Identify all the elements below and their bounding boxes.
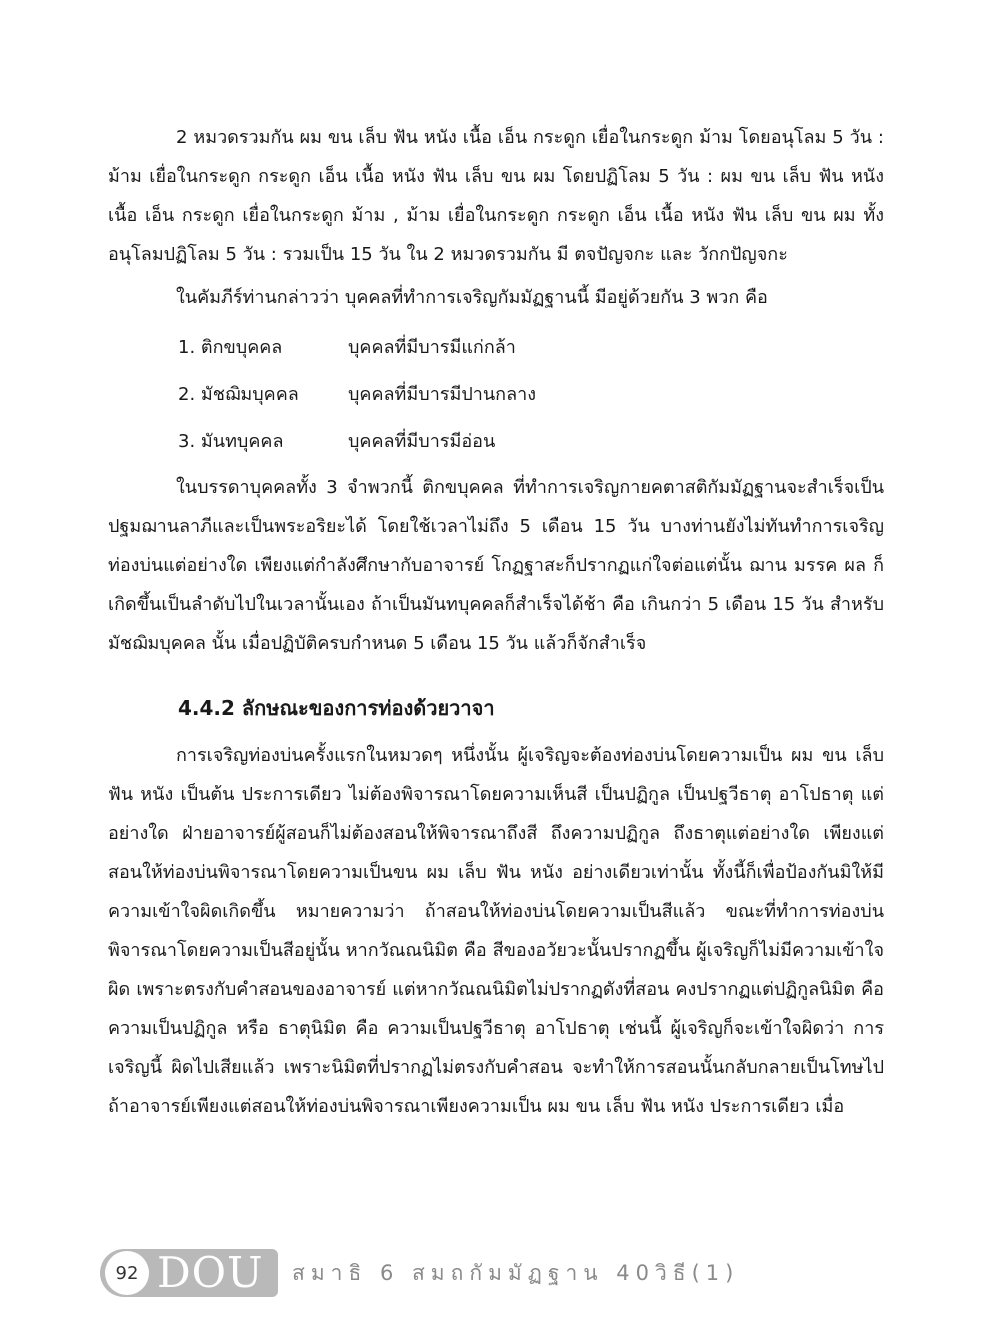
list-term: 2. มัชฌิมบุคคล [178,384,299,405]
dou-badge [100,1249,278,1297]
page-number: 92 [105,1251,149,1295]
page-footer [100,1247,739,1299]
list-item [108,323,884,370]
list-term: 1. ติกขบุคคล [178,337,283,358]
list-item [108,417,884,464]
book-title: สมาธิ 6 สมถกัมมัฏฐาน 40วิธี(1) [292,1260,740,1285]
paragraph: ในคัมภีร์ท่านกล่าวว่า บุคคลที่ทำการเจริญกัมมัฏฐานนี้ มีอยู่ด้วยกัน 3 พวก คือ [176,287,768,308]
body-text [108,118,884,1126]
list-desc: บุคคลที่มีบารมีอ่อน [348,431,496,452]
list-desc: บุคคลที่มีบารมีปานกลาง [348,384,536,405]
list-desc: บุคคลที่มีบารมีแก่กล้า [348,337,516,358]
list-item [108,370,884,417]
person-type-list [108,323,884,464]
paragraph: การเจริญท่องบ่นครั้งแรกในหมวดๆ หนึ่งนั้น ผู้เจริญจะต้องท่องบ่นโดยความเป็น ผม ขน เล็บ ฟัน หนัง เป็นต้น ประการเดียว ไม่ต้องพิจารณาโดยความเห็นสี เป็นปฏิกูล เป็นปฐวีธาตุ อาโปธาตุ แต่อย่างใด ฝ่ายอาจารย์ผู้สอนก็ไม่ต้องสอนให้พิจารณาถึงสี ถึงความปฏิกูล ถึงธาตุแต่อย่างใด เพียงแต่สอนให้ท่องบ่นพิจารณาโดยความเป็นขน ผม เล็บ ฟัน หนัง อย่างเดียวเท่านั้น ทั้งนี้ก็เพื่อป้องกันมิให้มีความเข้าใจผิดเกิดขึ้น หมายความว่า ถ้าสอนให้ท่องบ่นโดยความเป็นสีแล้ว ขณะที่ทำการท่องบ่นพิจารณาโดยความเป็นสีอยู่นั้น หากวัณณนิมิต คือ สีของอวัยวะนั้นปรากฏขึ้น ผู้เจริญก็ไม่มีความเข้าใจผิด เพราะตรงกับคำสอนของอาจารย์ แต่หากวัณณนิมิตไม่ปรากฏดังที่สอน คงปรากฏแต่ปฏิกูลนิมิต คือ ความเป็นปฏิกูล หรือ ธาตุนิมิต คือ ความเป็นปฐวีธาตุ อาโปธาตุ เช่นนี้ ผู้เจริญก็จะเข้าใจผิดว่า การเจริญนี้ ผิดไปเสียแล้ว เพราะนิมิตที่ปรากฏไม่ตรงกับคำสอน จะทำให้การสอนนั้นกลับกลายเป็นโทษไป ถ้าอาจารย์เพียงแต่สอนให้ท่องบ่นพิจารณาเพียงความเป็น ผม ขน เล็บ ฟัน หนัง ประการเดียว เมื่อ [108,745,884,1117]
section-heading: 4.4.2 ลักษณะของการท่องด้วยวาจา [178,696,495,720]
list-term: 3. มันทบุคคล [178,431,284,452]
paragraph: ในบรรดาบุคคลทั้ง 3 จำพวกนี้ ติกขบุคคล ที่ทำการเจริญกายคตาสติกัมมัฏฐานจะสำเร็จเป็นปฐมฌานลาภีและเป็นพระอริยะได้ โดยใช้เวลาไม่ถึง 5 เดือน 15 วัน บางท่านยังไม่ทันทำการเจริญท่องบ่นแต่อย่างใด เพียงแต่กำลังศึกษากับอาจารย์ โกฏฐาสะก็ปรากฏแก่ใจต่อแต่นั้น ฌาน มรรค ผล ก็เกิดขึ้นเป็นลำดับไปในเวลานั้นเอง ถ้าเป็นมันทบุคคลก็สำเร็จได้ช้า คือ เกินกว่า 5 เดือน 15 วัน สำหรับ มัชฌิมบุคคล นั้น เมื่อปฏิบัติครบกำหนด 5 เดือน 15 วัน แล้วก็จักสำเร็จ [108,477,884,654]
dou-logo: DOU [157,1248,264,1297]
paragraph: 2 หมวดรวมกัน ผม ขน เล็บ ฟัน หนัง เนื้อ เอ็น กระดูก เยื่อในกระดูก ม้าม โดยอนุโลม 5 วัน : ม้าม เยื่อในกระดูก กระดูก เอ็น เนื้อ หนัง ฟัน เล็บ ขน ผม โดยปฏิโลม 5 วัน : ผม ขน เล็บ ฟัน หนัง เนื้อ เอ็น กระดูก เยื่อในกระดูก ม้าม , ม้าม เยื่อในกระดูก กระดูก เอ็น เนื้อ หนัง ฟัน เล็บ ขน ผม ทั้งอนุโลมปฏิโลม 5 วัน : รวมเป็น 15 วัน ใน 2 หมวดรวมกัน มี ตจปัญจกะ และ วักกปัญจกะ [108,127,884,265]
